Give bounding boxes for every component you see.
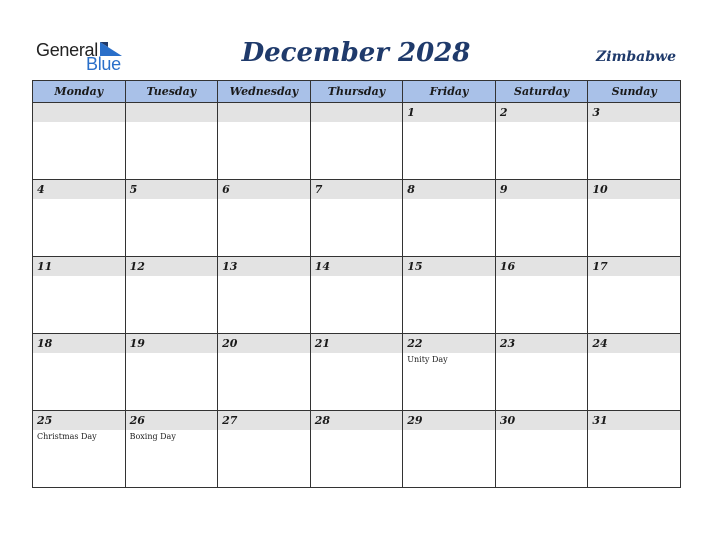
day-cell	[403, 411, 496, 488]
day-cell	[495, 103, 588, 180]
weekday-saturday: Saturday	[495, 81, 588, 103]
day-cell	[310, 411, 403, 488]
day-number: 20	[218, 334, 310, 353]
day-cell	[403, 334, 496, 411]
week-row	[33, 411, 681, 488]
day-number	[33, 103, 125, 122]
day-number: 2	[496, 103, 588, 122]
day-cell	[218, 334, 311, 411]
day-cell	[125, 180, 218, 257]
day-cell	[403, 103, 496, 180]
day-number: 31	[588, 411, 680, 430]
week-row	[33, 334, 681, 411]
day-number: 7	[311, 180, 403, 199]
day-cell	[218, 257, 311, 334]
day-cell	[310, 103, 403, 180]
day-number: 8	[403, 180, 495, 199]
weekday-header-row	[33, 81, 681, 103]
day-number: 15	[403, 257, 495, 276]
day-number	[126, 103, 218, 122]
day-cell	[125, 334, 218, 411]
day-cell	[495, 180, 588, 257]
day-number: 28	[311, 411, 403, 430]
weekday-sunday: Sunday	[588, 81, 681, 103]
day-cell	[403, 180, 496, 257]
day-number: 11	[33, 257, 125, 276]
country-name: Zimbabwe	[596, 49, 676, 65]
day-number: 24	[588, 334, 680, 353]
holiday-label: Christmas Day	[37, 432, 97, 441]
holiday-label: Boxing Day	[129, 432, 176, 441]
day-number: 10	[588, 180, 680, 199]
day-number: 19	[126, 334, 218, 353]
logo-word-general: General	[36, 40, 98, 60]
day-cell	[310, 257, 403, 334]
day-number: 16	[496, 257, 588, 276]
weekday-tuesday: Tuesday	[125, 81, 218, 103]
day-number: 9	[496, 180, 588, 199]
day-cell	[125, 103, 218, 180]
day-cell	[495, 257, 588, 334]
day-number: 4	[33, 180, 125, 199]
calendar-title: December 2028	[241, 38, 471, 68]
day-number: 18	[33, 334, 125, 353]
day-number: 3	[588, 103, 680, 122]
day-cell	[403, 257, 496, 334]
day-number: 27	[218, 411, 310, 430]
day-cell	[495, 411, 588, 488]
day-number: 22	[403, 334, 495, 353]
holiday-label: Unity Day	[407, 355, 448, 364]
day-number: 29	[403, 411, 495, 430]
day-cell	[588, 257, 681, 334]
day-cell	[33, 180, 126, 257]
week-row	[33, 180, 681, 257]
logo-word-blue: Blue	[86, 54, 121, 74]
day-cell	[218, 411, 311, 488]
day-number: 23	[496, 334, 588, 353]
day-cell	[125, 257, 218, 334]
day-number	[218, 103, 310, 122]
day-cell	[495, 334, 588, 411]
day-number: 26	[126, 411, 218, 430]
day-number: 6	[218, 180, 310, 199]
weekday-monday: Monday	[33, 81, 126, 103]
day-number: 25	[33, 411, 125, 430]
day-number: 21	[311, 334, 403, 353]
day-cell	[33, 334, 126, 411]
day-cell	[588, 411, 681, 488]
week-row	[33, 103, 681, 180]
day-cell	[125, 411, 218, 488]
day-cell	[588, 103, 681, 180]
day-number: 12	[126, 257, 218, 276]
day-cell	[218, 103, 311, 180]
day-cell	[588, 334, 681, 411]
week-row	[33, 257, 681, 334]
day-cell	[218, 180, 311, 257]
day-number	[311, 103, 403, 122]
day-number: 14	[311, 257, 403, 276]
day-cell	[310, 334, 403, 411]
calendar-grid	[32, 80, 681, 488]
day-number: 13	[218, 257, 310, 276]
day-cell	[33, 411, 126, 488]
day-cell	[310, 180, 403, 257]
day-number: 5	[126, 180, 218, 199]
weekday-friday: Friday	[403, 81, 496, 103]
day-number: 30	[496, 411, 588, 430]
day-cell	[33, 257, 126, 334]
weekday-thursday: Thursday	[310, 81, 403, 103]
day-number: 17	[588, 257, 680, 276]
day-number: 1	[403, 103, 495, 122]
day-cell	[33, 103, 126, 180]
day-cell	[588, 180, 681, 257]
weekday-wednesday: Wednesday	[218, 81, 311, 103]
